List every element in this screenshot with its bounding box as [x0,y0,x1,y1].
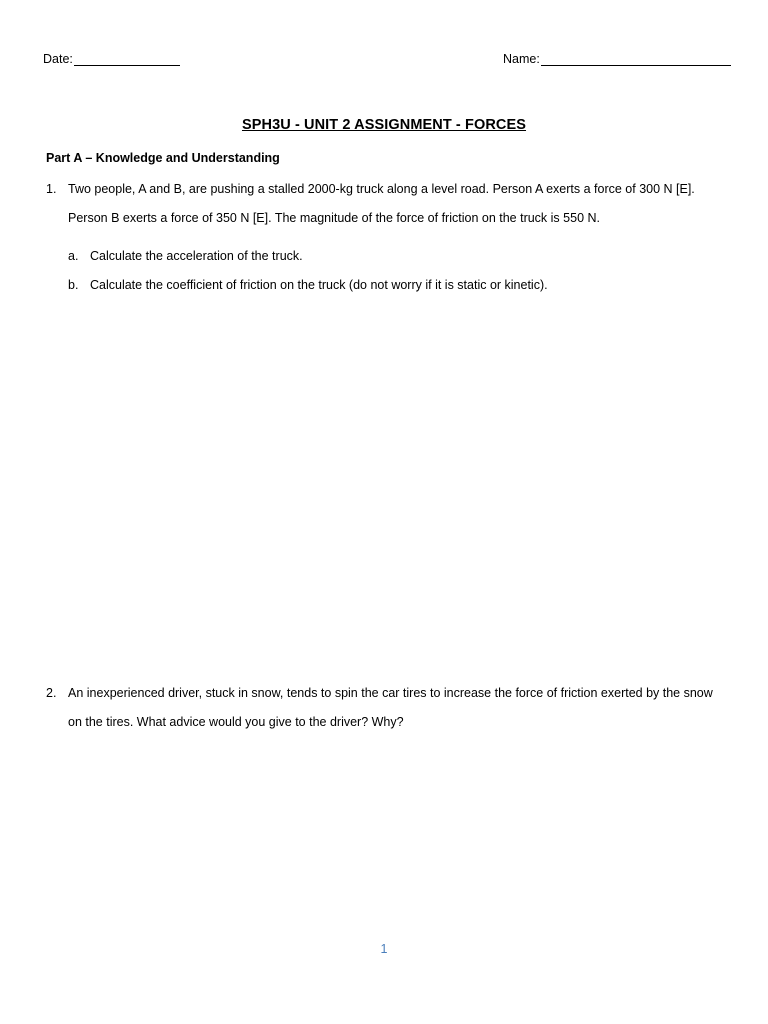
subpart-letter: b. [68,278,79,292]
subpart-a [68,242,708,271]
name-blank-line [541,52,731,66]
document-title: SPH3U - UNIT 2 ASSIGNMENT - FORCES [241,117,527,133]
subpart-letter: a. [68,249,79,263]
subpart-text: Calculate the acceleration of the truck. [90,249,303,263]
question-1 [46,175,726,233]
subpart-b [68,271,708,300]
question-number: 1. [46,182,57,196]
question-number: 2. [46,686,57,700]
name-label: Name: [503,52,540,66]
question-2 [46,679,726,737]
name-field [503,52,731,66]
question-1-subparts [68,242,708,300]
question-text: An inexperienced driver, stuck in snow, tends to spin the car tires to increase the force of friction exerted by the snow on the tires. What advice would you give to the driver? Why? [68,686,713,729]
page-number: 1 [380,942,388,956]
header-fields [0,52,768,72]
question-text: Two people, A and B, are pushing a stalled 2000-kg truck along a level road. Person A exerts a force of 300 N [E]. Person B exerts a force of 350 N [E]. The magnitude of the force of friction on the truck is 550 N. [68,182,695,225]
date-field [43,52,180,66]
part-a-heading: Part A – Knowledge and Understanding [46,151,280,165]
date-label: Date: [43,52,73,66]
subpart-text: Calculate the coefficient of friction on the truck (do not worry if it is static or kinetic). [90,278,548,292]
date-blank-line [74,52,180,66]
